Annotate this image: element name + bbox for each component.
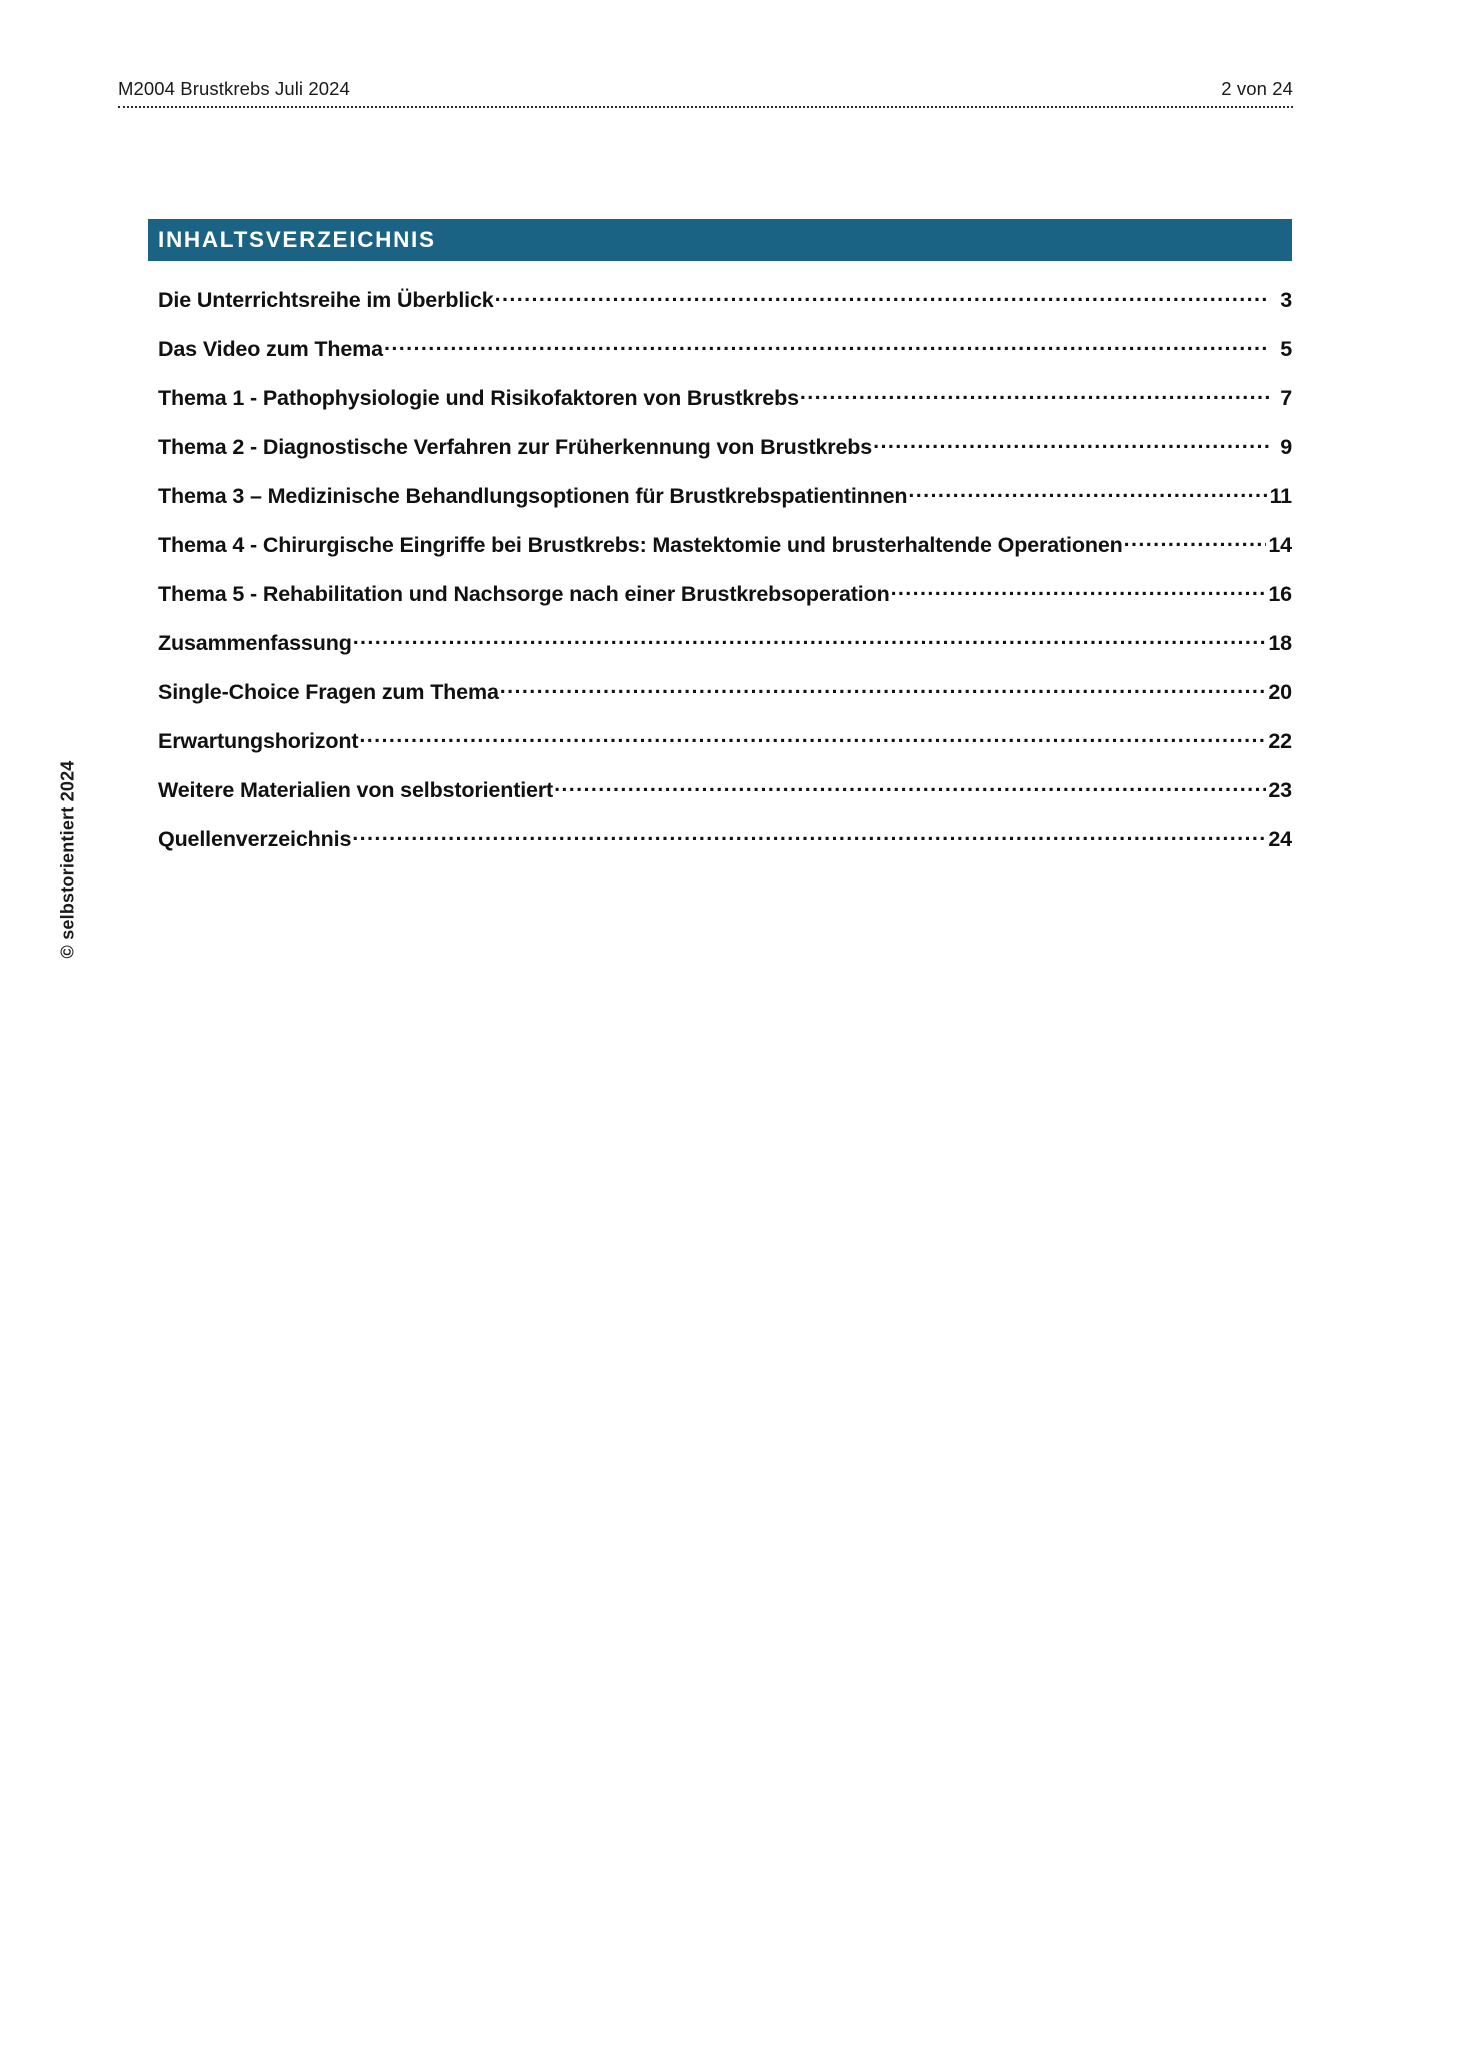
header-page-indicator: 2 von 24 [1221,78,1293,99]
toc-entry[interactable] [158,579,1292,628]
toc-entry-title: Thema 4 - Chirurgische Eingriffe bei Brustkrebs: Mastektomie und brusterhaltende Operationen [158,532,1123,557]
toc-entry[interactable] [158,334,1292,383]
toc-entry[interactable] [158,824,1292,873]
toc-entry-page-number: 7 [1280,385,1292,410]
toc-dot-leader [891,579,1267,601]
table-of-contents [158,285,1292,873]
toc-entry-title: Zusammenfassung [158,630,352,655]
toc-entry-page-number: 5 [1280,336,1292,361]
toc-dot-leader [1124,530,1267,552]
toc-dot-leader [359,726,1266,748]
toc-entry[interactable] [158,628,1292,677]
toc-entry-page-number: 11 [1269,483,1292,508]
toc-entry-page-number: 18 [1268,630,1292,655]
toc-dot-leader [908,481,1267,503]
toc-dot-leader [352,824,1266,846]
toc-entry-page-number: 23 [1268,777,1292,802]
toc-entry-page-number: 16 [1268,581,1292,606]
section-banner [148,219,1292,261]
toc-entry[interactable] [158,285,1292,334]
toc-entry-title: Thema 1 - Pathophysiologie und Risikofaktoren von Brustkrebs [158,385,799,410]
header-document-title: M2004 Brustkrebs Juli 2024 [118,78,350,99]
toc-entry-page-number: 22 [1268,728,1292,753]
toc-entry-page-number: 24 [1268,826,1292,851]
toc-entry[interactable] [158,726,1292,775]
toc-dot-leader [554,775,1266,797]
toc-dot-leader [495,285,1271,307]
toc-entry[interactable] [158,775,1292,824]
toc-entry-title: Thema 5 - Rehabilitation und Nachsorge nach einer Brustkrebsoperation [158,581,890,606]
toc-dot-leader [873,432,1270,454]
toc-entry-title: Quellenverzeichnis [158,826,352,851]
toc-entry-title: Die Unterrichtsreihe im Überblick [158,287,494,312]
section-banner-label: INHALTSVERZEICHNIS [158,227,436,252]
toc-entry[interactable] [158,432,1292,481]
toc-dot-leader [500,677,1267,699]
toc-entry-title: Erwartungshorizont [158,728,359,753]
toc-entry[interactable] [158,677,1292,726]
toc-entry-page-number: 9 [1280,434,1292,459]
toc-dot-leader [384,334,1270,356]
toc-entry[interactable] [158,481,1292,530]
toc-entry-title: Thema 2 - Diagnostische Verfahren zur Früherkennung von Brustkrebs [158,434,873,459]
toc-dot-leader [353,628,1267,650]
toc-entry-page-number: 14 [1268,532,1292,557]
toc-entry-title: Das Video zum Thema [158,336,383,361]
toc-entry-title: Single-Choice Fragen zum Thema [158,679,499,704]
toc-entry-title: Thema 3 – Medizinische Behandlungsoptionen für Brustkrebspatientinnen [158,483,908,508]
toc-entry-title: Weitere Materialien von selbstorientiert [158,777,554,802]
toc-entry[interactable] [158,383,1292,432]
toc-entry-page-number: 3 [1280,287,1292,312]
toc-entry[interactable] [158,530,1292,579]
toc-dot-leader [800,383,1270,405]
running-header [118,78,1293,108]
copyright-notice: © selbstorientiert 2024 [57,760,78,959]
toc-entry-page-number: 20 [1268,679,1292,704]
